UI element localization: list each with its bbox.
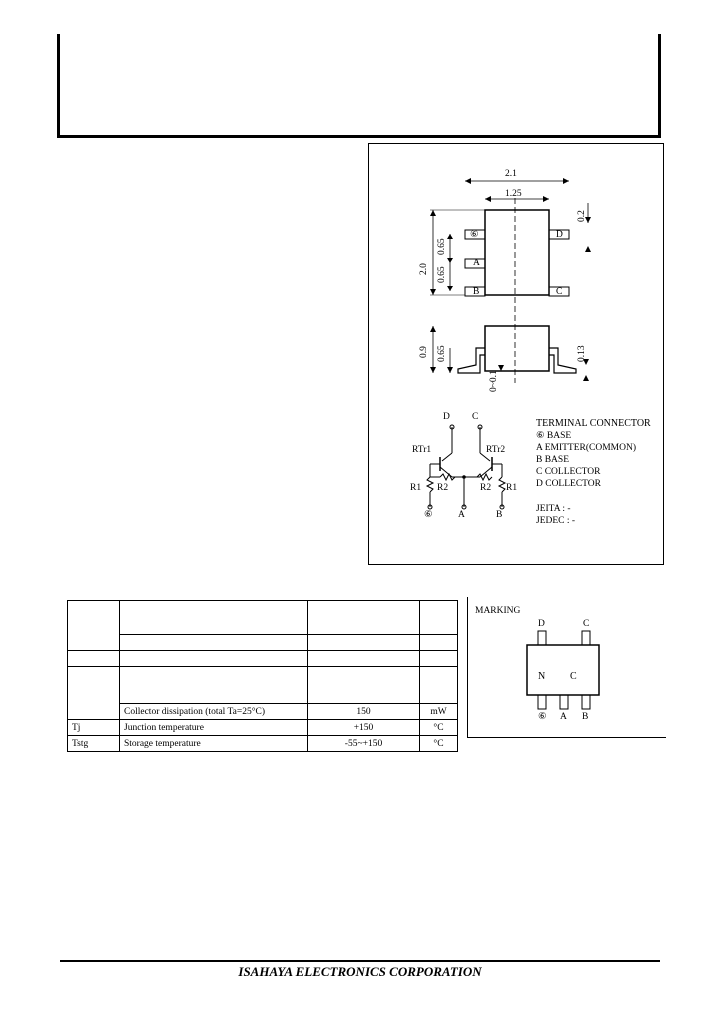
table-cell-parameter	[120, 667, 308, 704]
jedec-code: JEDEC : -	[536, 516, 576, 526]
marking-title: MARKING	[475, 606, 521, 616]
table-cell-rating	[308, 667, 420, 704]
table-row	[68, 720, 458, 736]
dim-body-width: 1.25	[505, 189, 522, 199]
terminal-connector-item-5: D COLLECTOR	[536, 479, 602, 489]
dim-side-height: 0.9	[419, 346, 429, 358]
company-name: ISAHAYA ELECTRONICS CORPORATION	[238, 964, 482, 979]
circuit-terminal-a: A	[458, 510, 465, 520]
terminal-connector-item-3: B BASE	[536, 455, 569, 465]
table-cell-parameter	[120, 601, 308, 635]
marking-code-left: N	[538, 671, 546, 682]
table-cell-rating: +150	[308, 720, 420, 736]
circuit-r1-right: R1	[506, 483, 518, 493]
dim-lead-thickness: 0.13	[577, 345, 587, 362]
dim-pitch-bottom: 0.65	[437, 266, 447, 283]
pin-label-b: B	[473, 287, 480, 297]
absolute-max-ratings-table	[67, 600, 458, 752]
circuit-terminal-6: ⑥	[424, 510, 433, 520]
table-cell-unit: mW	[420, 704, 458, 720]
table-row	[68, 704, 458, 720]
circuit-terminal-b: B	[496, 510, 503, 520]
circuit-r2-left: R2	[437, 483, 449, 493]
marking-code-right: C	[570, 671, 577, 682]
package-dimension-drawing	[368, 143, 662, 393]
marking-pin-b: B	[582, 712, 589, 722]
table-cell-parameter: Storage temperature	[120, 736, 308, 752]
dim-side-lead: 0.65	[437, 345, 447, 362]
equivalent-circuit	[410, 405, 530, 525]
jeita-code: JEITA : -	[536, 504, 571, 514]
table-row	[68, 651, 458, 667]
dim-standoff: 0~0.1	[489, 370, 499, 392]
table-cell-unit	[420, 651, 458, 667]
circuit-r1-left: R1	[410, 483, 422, 493]
table-cell-rating: 150	[308, 704, 420, 720]
circuit-rtr1: RTr1	[412, 445, 432, 455]
pin-label-6: ⑥	[470, 230, 479, 240]
table-cell-rating	[308, 601, 420, 635]
dim-height-total: 2.0	[419, 263, 429, 275]
marking-pin-c: C	[583, 619, 590, 629]
table-cell-unit: °C	[420, 720, 458, 736]
terminal-connector-item-4: C COLLECTOR	[536, 467, 601, 477]
table-cell-parameter: Junction temperature	[120, 720, 308, 736]
table-row	[68, 635, 458, 651]
marking-pin-d: D	[538, 619, 545, 629]
circuit-rtr2: RTr2	[486, 445, 506, 455]
table-cell-symbol	[68, 601, 120, 651]
table-cell-unit: °C	[420, 736, 458, 752]
pin-label-d: D	[556, 230, 563, 240]
marking-pin-a: A	[560, 712, 567, 722]
table-cell-symbol	[68, 667, 120, 720]
dim-width-total: 2.1	[505, 169, 517, 179]
table-cell-rating: -55~+150	[308, 736, 420, 752]
marking-pin-6: ⑥	[538, 712, 547, 722]
circuit-terminal-d: D	[443, 412, 450, 422]
marking-diagram	[520, 628, 600, 713]
terminal-connector-item-1: ⑥ BASE	[536, 431, 572, 441]
pin-label-c: C	[556, 287, 563, 297]
table-cell-unit	[420, 667, 458, 704]
table-row	[68, 736, 458, 752]
dim-lead-width: 0.2	[577, 210, 587, 222]
table-cell-rating	[308, 635, 420, 651]
terminal-connector-item-2: A EMITTER(COMMON)	[536, 443, 637, 453]
terminal-connector-title: TERMINAL CONNECTOR	[536, 418, 651, 429]
circuit-terminal-c: C	[472, 412, 479, 422]
footer-rule	[60, 960, 660, 962]
table-cell-parameter: Collector dissipation (total Ta=25°C)	[120, 704, 308, 720]
table-cell-parameter	[120, 651, 308, 667]
table-cell-unit	[420, 601, 458, 635]
table-cell-parameter	[120, 635, 308, 651]
dim-pitch-top: 0.65	[437, 238, 447, 255]
table-cell-symbol	[68, 651, 120, 667]
table-row	[68, 667, 458, 704]
circuit-r2-right: R2	[480, 483, 492, 493]
table-cell-unit	[420, 635, 458, 651]
table-cell-rating	[308, 651, 420, 667]
table-cell-symbol: Tj	[68, 720, 120, 736]
pin-label-a: A	[473, 258, 480, 268]
table-row	[68, 601, 458, 635]
table-cell-symbol: Tstg	[68, 736, 120, 752]
header-frame	[57, 34, 661, 138]
